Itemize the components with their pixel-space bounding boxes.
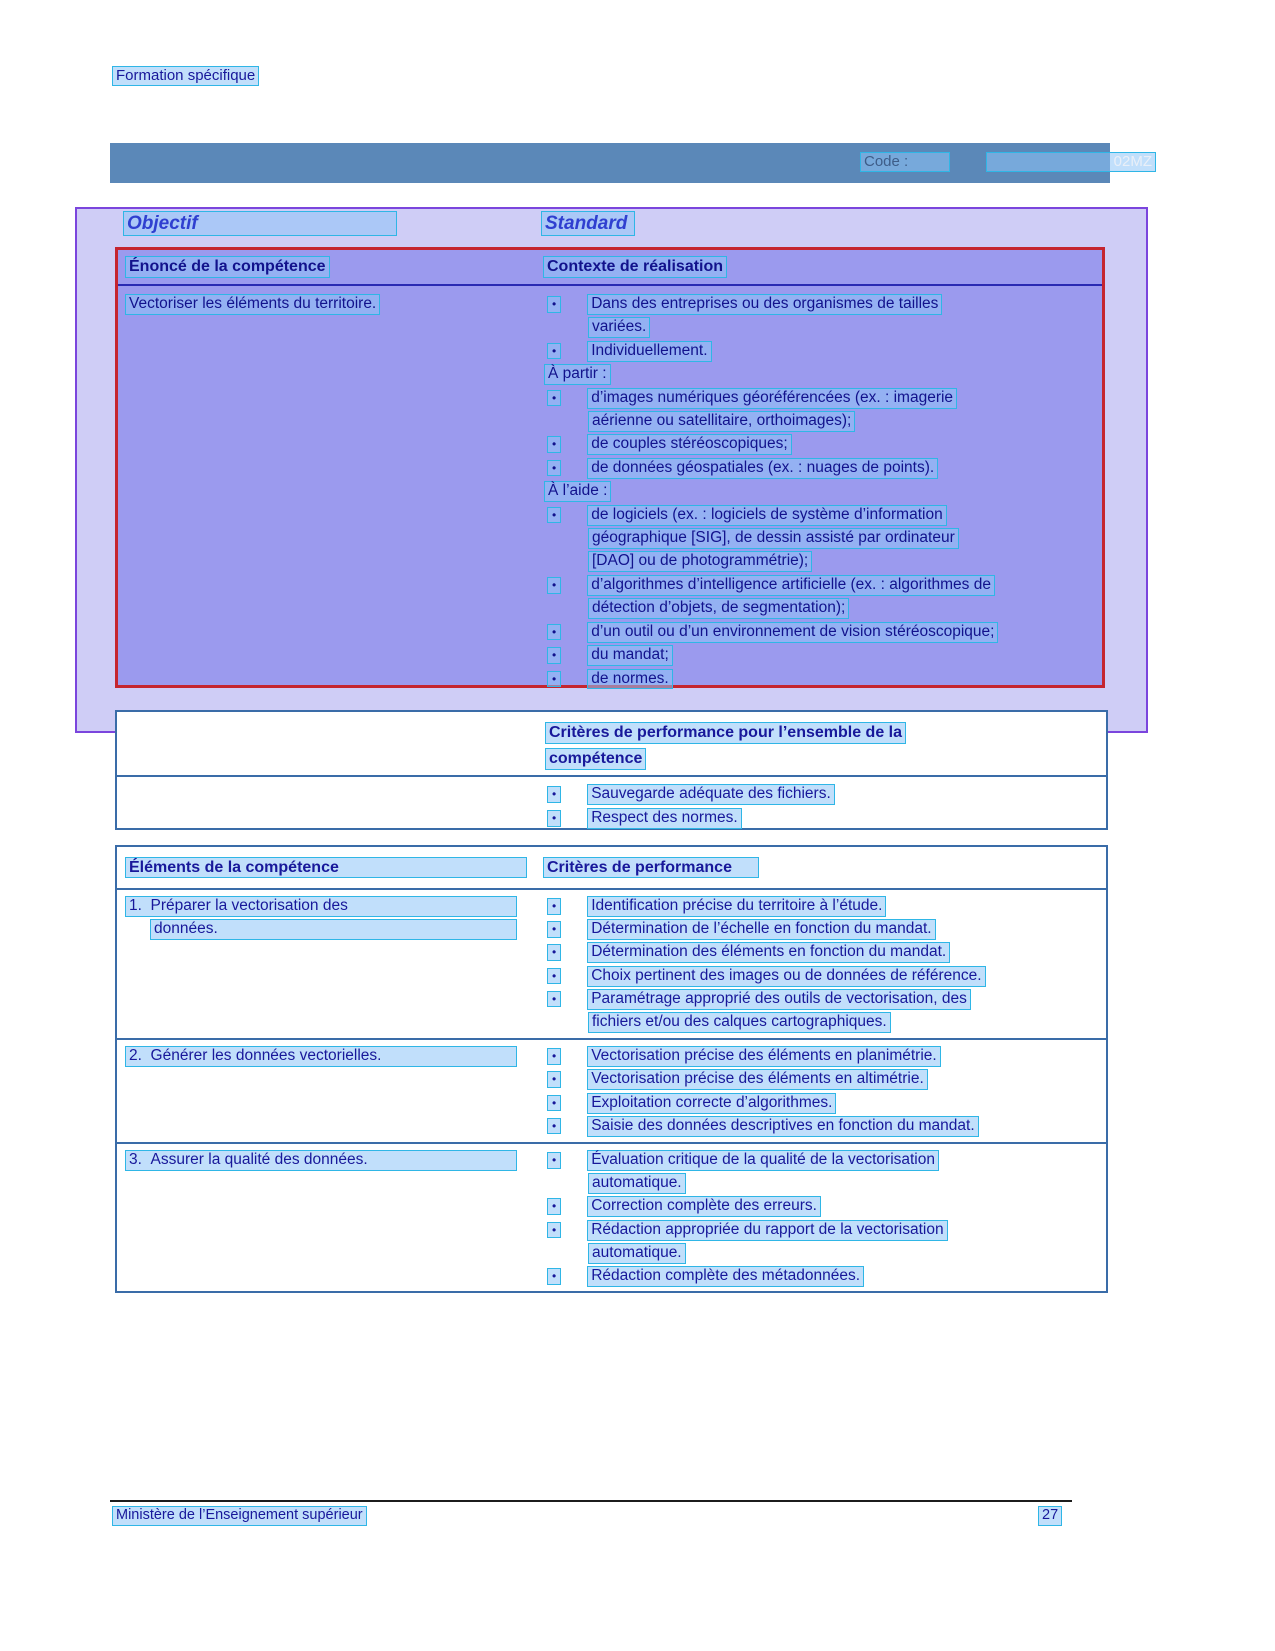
- context-line: • Dans des entreprises ou des organismes de tailles: [543, 292, 1102, 315]
- context-line: détection d’objets, de segmentation);: [543, 596, 1102, 619]
- header-cell-contexte: [543, 256, 1102, 278]
- criterion-line: • Correction complète des erreurs.: [543, 1194, 1106, 1217]
- section-label-text: Formation spécifique: [112, 66, 259, 86]
- element-row-1: [117, 890, 1106, 1040]
- bullet-icon: •: [547, 507, 561, 524]
- bullet-icon: •: [547, 390, 561, 407]
- context-line: • d’un outil ou d’un environnement de vision stéréoscopique;: [543, 620, 1102, 643]
- objectif-heading: Objectif: [123, 211, 397, 236]
- page-number: [1038, 1506, 1062, 1526]
- competence-table-header: [118, 250, 1102, 286]
- ensemble-criterion: • Respect des normes.: [117, 806, 1106, 830]
- context-line: aérienne ou satellitaire, orthoimages);: [543, 409, 1102, 432]
- context-line: [DAO] ou de photogrammétrie);: [543, 549, 1102, 572]
- element-label-cell: [117, 1044, 543, 1137]
- bullet-icon: •: [547, 577, 561, 594]
- ensemble-criteria-table: [115, 710, 1108, 830]
- bullet-icon: •: [547, 786, 561, 803]
- criterion-line: • Vectorisation précise des éléments en planimétrie.: [543, 1044, 1106, 1067]
- competence-table-body: [118, 286, 1102, 690]
- criterion-line: • Évaluation critique de la qualité de la vectorisation: [543, 1148, 1106, 1171]
- ensemble-title-line1: Critères de performance pour l’ensemble de la: [545, 722, 906, 744]
- criterion-line: • Exploitation correcte d’algorithmes.: [543, 1091, 1106, 1114]
- bullet-icon: •: [547, 647, 561, 664]
- header-cell-criteres: [543, 857, 1106, 879]
- context-line: variées.: [543, 315, 1102, 338]
- bullet-icon: •: [547, 810, 561, 827]
- bullet-icon: •: [547, 343, 561, 360]
- context-line: • de normes.: [543, 667, 1102, 690]
- criterion-line: • Rédaction appropriée du rapport de la vectorisation: [543, 1218, 1106, 1241]
- criterion-line: • Détermination de l’échelle en fonction du mandat.: [543, 917, 1106, 940]
- criteria-cell: [543, 1044, 1106, 1137]
- bullet-icon: •: [547, 1118, 561, 1135]
- bullet-icon: •: [547, 921, 561, 938]
- criterion-line: • Vectorisation précise des éléments en altimétrie.: [543, 1067, 1106, 1090]
- context-line: • de données géospatiales (ex. : nuages de points).: [543, 456, 1102, 479]
- context-line: • Individuellement.: [543, 339, 1102, 362]
- bullet-icon: •: [547, 944, 561, 961]
- criterion-line: • Choix pertinent des images ou de données de référence.: [543, 964, 1106, 987]
- criterion-line: • Rédaction complète des métadonnées.: [543, 1264, 1106, 1287]
- bullet-icon: •: [547, 671, 561, 688]
- element-label: données.: [150, 919, 517, 940]
- criterion-line: • Identification précise du territoire à l’étude.: [543, 894, 1106, 917]
- context-line: À l’aide :: [543, 479, 1102, 502]
- context-line: • du mandat;: [543, 643, 1102, 666]
- bullet-icon: •: [547, 968, 561, 985]
- competence-statement: Vectoriser les éléments du territoire.: [125, 294, 380, 315]
- context-line: • d’images numériques géoréférencées (ex. : imagerie: [543, 386, 1102, 409]
- elements-header-text: Éléments de la compétence: [125, 857, 527, 879]
- criterion-line: automatique.: [543, 1241, 1106, 1264]
- bullet-icon: •: [547, 1095, 561, 1112]
- footer-ministry-text: Ministère de l’Enseignement supérieur: [112, 1506, 367, 1526]
- criteria-cell: [543, 894, 1106, 1033]
- code-label: Code :: [860, 152, 950, 172]
- context-line: À partir :: [543, 362, 1102, 385]
- header-cell-enonce: [118, 256, 543, 278]
- ensemble-criteria-header: [117, 712, 1106, 777]
- context-line: • de logiciels (ex. : logiciels de système d’information: [543, 503, 1102, 526]
- bullet-icon: •: [547, 1198, 561, 1215]
- bullet-icon: •: [547, 436, 561, 453]
- bullet-icon: •: [547, 1048, 561, 1065]
- footer-rule: [110, 1500, 1072, 1502]
- page-number-text: 27: [1038, 1506, 1062, 1526]
- bullet-icon: •: [547, 296, 561, 313]
- footer-ministry: [112, 1506, 367, 1526]
- criterion-line: • Paramétrage approprié des outils de vectorisation, des: [543, 987, 1106, 1010]
- element-label: 3. Assurer la qualité des données.: [125, 1150, 517, 1171]
- ensemble-title-line2: compétence: [545, 748, 646, 770]
- contexte-cell: [543, 292, 1102, 690]
- element-label: 2. Générer les données vectorielles.: [125, 1046, 517, 1067]
- context-line: • de couples stéréoscopiques;: [543, 432, 1102, 455]
- bullet-icon: •: [547, 624, 561, 641]
- contexte-header-text: Contexte de réalisation: [543, 256, 727, 278]
- code-value: 02MZ: [986, 152, 1156, 172]
- enonce-cell: [118, 292, 543, 690]
- criterion-line: automatique.: [543, 1171, 1106, 1194]
- bullet-icon: •: [547, 898, 561, 915]
- element-label-cell: [117, 894, 543, 1033]
- elements-table-header: [117, 847, 1106, 890]
- criterion-line: • Saisie des données descriptives en fonction du mandat.: [543, 1114, 1106, 1137]
- bullet-icon: •: [547, 1268, 561, 1285]
- elements-table: [115, 845, 1108, 1293]
- criterion-line: fichiers et/ou des calques cartographiques.: [543, 1010, 1106, 1033]
- context-line: géographique [SIG], de dessin assisté par ordinateur: [543, 526, 1102, 549]
- context-line: • d’algorithmes d’intelligence artificielle (ex. : algorithmes de: [543, 573, 1102, 596]
- enonce-header-text: Énoncé de la compétence: [125, 256, 330, 278]
- bullet-icon: •: [547, 1071, 561, 1088]
- criteres-header-text: Critères de performance: [543, 857, 759, 879]
- section-label: [112, 66, 259, 86]
- criteria-cell: [543, 1148, 1106, 1287]
- bullet-icon: •: [547, 1222, 561, 1239]
- standard-heading: Standard: [541, 211, 635, 236]
- element-row-3: [117, 1144, 1106, 1292]
- element-label: 1. Préparer la vectorisation des: [125, 896, 517, 917]
- element-label-cell: [117, 1148, 543, 1287]
- objective-standard-region: [75, 207, 1148, 733]
- competence-table: [115, 247, 1105, 688]
- criterion-line: • Détermination des éléments en fonction du mandat.: [543, 940, 1106, 963]
- header-cell-elements: [117, 857, 543, 879]
- ensemble-criterion: • Sauvegarde adéquate des fichiers.: [117, 782, 1106, 806]
- ensemble-criteria-body: [117, 777, 1106, 830]
- element-row-2: [117, 1040, 1106, 1144]
- bullet-icon: •: [547, 991, 561, 1008]
- bullet-icon: •: [547, 460, 561, 477]
- bullet-icon: •: [547, 1152, 561, 1169]
- header-band: [110, 143, 1152, 183]
